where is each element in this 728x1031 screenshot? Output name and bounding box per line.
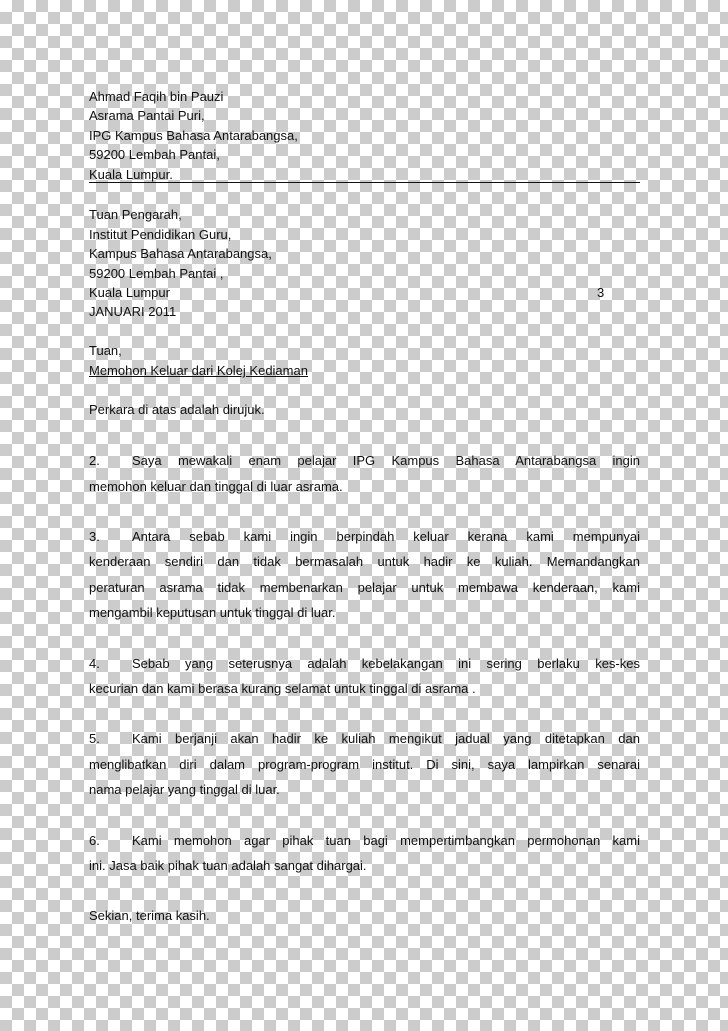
sender-address-line: Kuala Lumpur. xyxy=(89,167,173,182)
recipient-address-line: Kampus Bahasa Antarabangsa, xyxy=(89,246,272,261)
paragraph-line: peraturan asrama tidak membenarkan pelajar untuk membawa kenderaan, kami xyxy=(89,580,640,595)
recipient-address-line: Institut Pendidikan Guru, xyxy=(89,227,232,242)
salutation: Tuan, xyxy=(89,343,122,358)
recipient-address-line: Tuan Pengarah, xyxy=(89,207,182,222)
reference-line: Perkara di atas adalah dirujuk. xyxy=(89,402,265,417)
paragraph-number: 2. xyxy=(89,453,100,468)
closing-line: Sekian, terima kasih. xyxy=(89,908,210,923)
paragraph-line: menglibatkan diri dalam program-program institut. Di sini, saya lampirkan senarai xyxy=(89,757,640,772)
sender-address-line: Asrama Pantai Puri, xyxy=(89,108,205,123)
paragraph-line: 5. Kami berjanji akan hadir ke kuliah mengikut jadual yang ditetapkan dan xyxy=(89,731,640,746)
header-divider xyxy=(89,182,640,183)
recipient-address-line: 59200 Lembah Pantai , xyxy=(89,266,224,281)
paragraph-number: 6. xyxy=(89,833,100,848)
paragraph-line: ini. Jasa baik pihak tuan adalah sangat dihargai. xyxy=(89,858,367,873)
paragraph-line: kenderaan sendiri dan tidak bermasalah untuk hadir ke kuliah. Memandangkan xyxy=(89,554,640,569)
paragraph-line: mengambil keputusan untuk tinggal di luar. xyxy=(89,605,336,620)
sender-address-line: IPG Kampus Bahasa Antarabangsa, xyxy=(89,128,298,143)
paragraph-number: 3. xyxy=(89,529,100,544)
date-month-year: JANUARI 2011 xyxy=(89,304,177,319)
recipient-address-line: Kuala Lumpur xyxy=(89,285,170,300)
sender-name: Ahmad Faqih bin Pauzi xyxy=(89,89,224,104)
paragraph-line: 3. Antara sebab kami ingin berpindah keluar kerana kami mempunyai xyxy=(89,529,640,544)
paragraph-line: 6. Kami memohon agar pihak tuan bagi mempertimbangkan permohonan kami xyxy=(89,833,640,848)
subject-line: Memohon Keluar dari Kolej Kediaman xyxy=(89,363,308,378)
paragraph-number: 4. xyxy=(89,656,100,671)
paragraph-line: 4. Sebab yang seterusnya adalah kebelakangan ini sering berlaku kes-kes xyxy=(89,656,640,671)
date-day: 3 xyxy=(597,285,605,300)
paragraph-line: nama pelajar yang tinggal di luar. xyxy=(89,782,280,797)
paragraph-line: kecurian dan kami berasa kurang selamat untuk tinggal di asrama . xyxy=(89,681,476,696)
paragraph-line: 2. Saya mewakali enam pelajar IPG Kampus Bahasa Antarabangsa ingin xyxy=(89,453,640,468)
paragraph-line: memohon keluar dan tinggal di luar asrama. xyxy=(89,479,343,494)
paragraph-number: 5. xyxy=(89,731,100,746)
sender-address-line: 59200 Lembah Pantai, xyxy=(89,147,220,162)
